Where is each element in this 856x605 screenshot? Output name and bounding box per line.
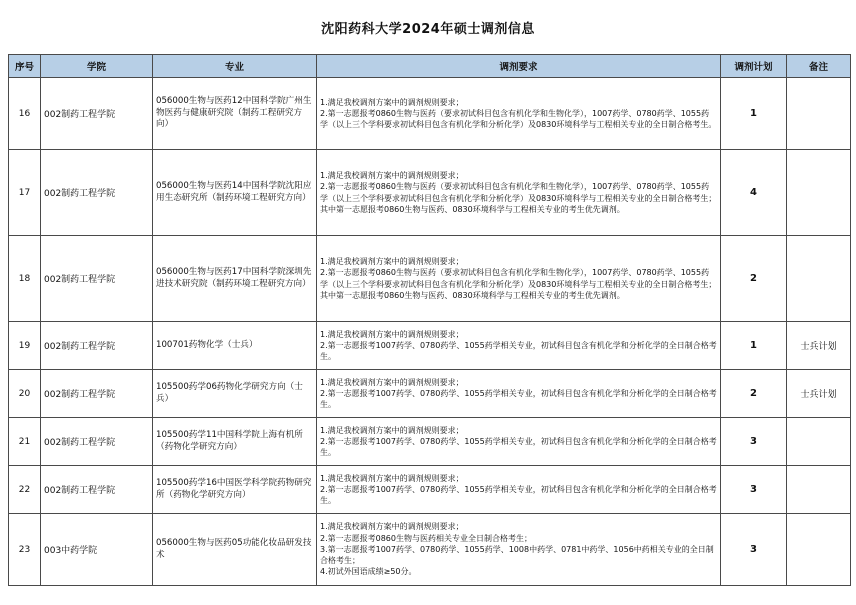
row-major: 105500药学06药物化学研究方向（士兵） — [153, 370, 317, 418]
table-header-row — [9, 55, 851, 78]
row-major: 056000生物与医药17中国科学院深圳先进技术研究院（制药环境工程研究方向） — [153, 236, 317, 322]
row-major: 105500药学11中国科学院上海有机所（药物化学研究方向） — [153, 418, 317, 466]
row-major: 056000生物与医药05功能化妆品研发技术 — [153, 514, 317, 586]
row-note — [787, 78, 851, 150]
row-requirements — [317, 370, 721, 418]
row-college: 002制药工程学院 — [41, 418, 153, 466]
requirement-line: 1.满足我校调剂方案中的调剂规则要求； — [320, 522, 464, 532]
row-requirements — [317, 466, 721, 514]
row-note: 士兵计划 — [787, 322, 851, 370]
row-plan: 3 — [721, 418, 787, 466]
row-note — [787, 236, 851, 322]
table-row — [9, 78, 851, 150]
requirement-line: 4.初试外国语成绩≥50分。 — [320, 567, 417, 577]
requirement-line: 2.第一志愿报考0860生物与医药（要求初试科目包含有机化学和生物化学），1007药学、0780药学、1055药学（以上三个学科要求初试科目包含有机化学和分析化学）及0830环境科学与工程相关专业的全日制合格考生；其中第一志愿报考0860生物与医药、0830环境科学与工程相关专业的考生优先调剂。 — [320, 268, 717, 300]
row-college: 002制药工程学院 — [41, 236, 153, 322]
row-major: 056000生物与医药14中国科学院沈阳应用生态研究所（制药环境工程研究方向） — [153, 150, 317, 236]
row-note — [787, 150, 851, 236]
row-note: 士兵计划 — [787, 370, 851, 418]
adjustment-table — [8, 54, 851, 586]
requirement-line: 1.满足我校调剂方案中的调剂规则要求； — [320, 97, 464, 107]
header-major: 专业 — [153, 55, 317, 78]
table-row — [9, 514, 851, 586]
requirement-line: 2.第一志愿报考0860生物与医药（要求初试科目包含有机化学和生物化学），1007药学、0780药学、1055药学（以上三个学科要求初试科目包含有机化学和分析化学）及0830环境科学与工程相关专业的全日制合格考生。 — [320, 108, 717, 130]
row-plan: 1 — [721, 322, 787, 370]
row-no: 16 — [9, 78, 41, 150]
row-no: 17 — [9, 150, 41, 236]
page-title: 沈阳药科大学2024年硕士调剂信息 — [321, 22, 535, 37]
header-no: 序号 — [9, 55, 41, 78]
row-requirements — [317, 236, 721, 322]
table-row — [9, 150, 851, 236]
requirement-line: 1.满足我校调剂方案中的调剂规则要求； — [320, 257, 464, 267]
row-plan: 4 — [721, 150, 787, 236]
row-major: 105500药学16中国医学科学院药物研究所（药物化学研究方向） — [153, 466, 317, 514]
row-plan: 2 — [721, 370, 787, 418]
row-note — [787, 514, 851, 586]
row-no: 22 — [9, 466, 41, 514]
requirement-line: 1.满足我校调剂方案中的调剂规则要求； — [320, 329, 464, 339]
row-requirements — [317, 78, 721, 150]
row-college: 002制药工程学院 — [41, 370, 153, 418]
row-plan: 1 — [721, 78, 787, 150]
header-college: 学院 — [41, 55, 153, 78]
header-requirements: 调剂要求 — [317, 55, 721, 78]
row-no: 23 — [9, 514, 41, 586]
header-note: 备注 — [787, 55, 851, 78]
requirement-line: 1.满足我校调剂方案中的调剂规则要求； — [320, 473, 464, 483]
row-plan: 3 — [721, 466, 787, 514]
row-college: 002制药工程学院 — [41, 150, 153, 236]
row-college: 002制药工程学院 — [41, 322, 153, 370]
row-note — [787, 466, 851, 514]
row-requirements — [317, 418, 721, 466]
table-row — [9, 370, 851, 418]
requirement-line: 1.满足我校调剂方案中的调剂规则要求； — [320, 425, 464, 435]
row-no: 20 — [9, 370, 41, 418]
row-no: 19 — [9, 322, 41, 370]
row-college: 002制药工程学院 — [41, 78, 153, 150]
header-plan: 调剂计划 — [721, 55, 787, 78]
requirement-line: 2.第一志愿报考0860生物与医药相关专业全日制合格考生； — [320, 533, 532, 543]
requirement-line: 2.第一志愿报考0860生物与医药（要求初试科目包含有机化学和生物化学），1007药学、0780药学、1055药学（以上三个学科要求初试科目包含有机化学和分析化学）及0830环境科学与工程相关专业的全日制合格考生；其中第一志愿报考0860生物与医药、0830环境科学与工程相关专业的考生优先调剂。 — [320, 182, 717, 214]
requirement-line: 1.满足我校调剂方案中的调剂规则要求； — [320, 171, 464, 181]
row-note — [787, 418, 851, 466]
table-row — [9, 236, 851, 322]
table-row — [9, 322, 851, 370]
row-college: 003中药学院 — [41, 514, 153, 586]
row-plan: 2 — [721, 236, 787, 322]
row-major: 100701药物化学（士兵） — [153, 322, 317, 370]
requirement-line: 2.第一志愿报考1007药学、0780药学、1055药学相关专业，初试科目包含有机化学和分析化学的全日制合格考生。 — [320, 388, 717, 410]
row-requirements — [317, 514, 721, 586]
row-plan: 3 — [721, 514, 787, 586]
row-no: 21 — [9, 418, 41, 466]
table-row — [9, 466, 851, 514]
table-row — [9, 418, 851, 466]
requirement-line: 3.第一志愿报考1007药学、0780药学、1055药学、1008中药学、0781中药学、1056中药相关专业的全日制合格考生； — [320, 544, 714, 566]
requirement-line: 1.满足我校调剂方案中的调剂规则要求； — [320, 377, 464, 387]
requirement-line: 2.第一志愿报考1007药学、0780药学、1055药学相关专业，初试科目包含有机化学和分析化学的全日制合格考生。 — [320, 340, 717, 362]
requirement-line: 2.第一志愿报考1007药学、0780药学、1055药学相关专业，初试科目包含有机化学和分析化学的全日制合格考生。 — [320, 484, 717, 506]
requirement-line: 2.第一志愿报考1007药学、0780药学、1055药学相关专业，初试科目包含有机化学和分析化学的全日制合格考生。 — [320, 436, 717, 458]
row-major: 056000生物与医药12中国科学院广州生物医药与健康研究院（制药工程研究方向） — [153, 78, 317, 150]
row-no: 18 — [9, 236, 41, 322]
row-college: 002制药工程学院 — [41, 466, 153, 514]
row-requirements — [317, 322, 721, 370]
row-requirements — [317, 150, 721, 236]
